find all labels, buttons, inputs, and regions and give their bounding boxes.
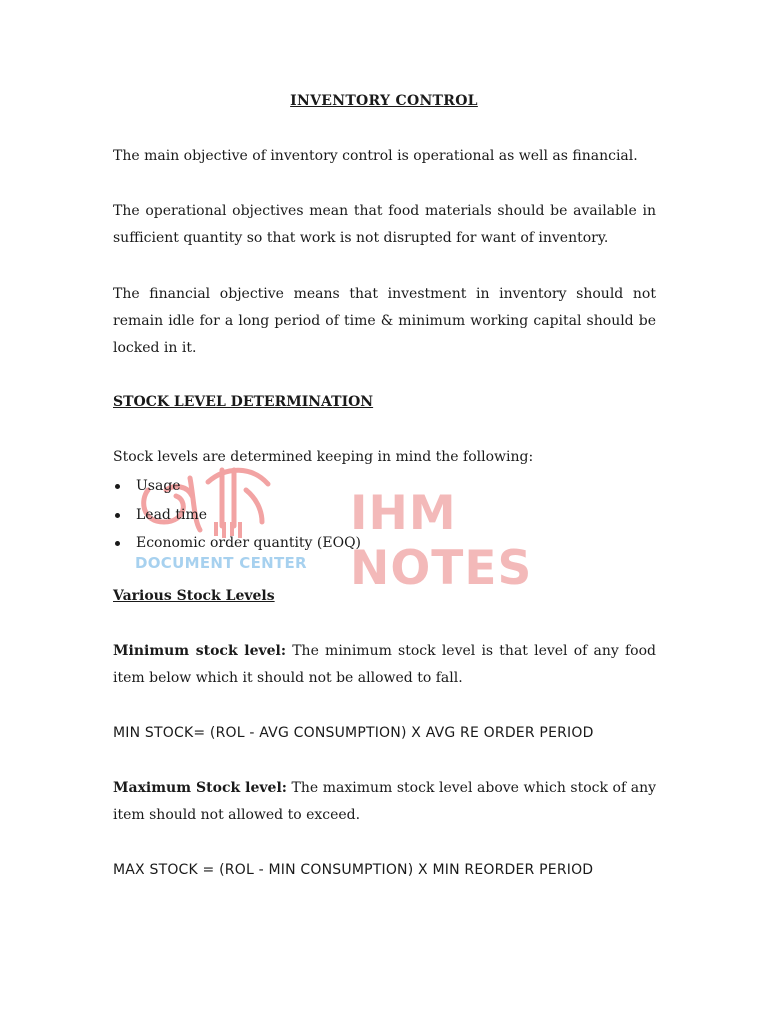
watermark-subtext: DOCUMENT CENTER <box>135 554 307 572</box>
operational-paragraph: The operational objectives mean that food materials should be available in sufficient quantity so that work is not disrupted for want of inventory. <box>113 203 656 246</box>
maximum-stock-text: The maximum stock level above which stock of any item should not allowed to exceed. <box>113 780 657 823</box>
minimum-stock-paragraph <box>113 638 656 692</box>
maximum-stock-label: Maximum Stock level: <box>113 780 287 796</box>
maximum-stock-paragraph <box>113 775 656 829</box>
financial-paragraph: The financial objective means that investment in inventory should not remain idle for a long period of time & minimum working capital should be locked in it. <box>113 286 656 356</box>
bullet-list <box>113 472 613 558</box>
document-title: INVENTORY CONTROL <box>290 93 478 109</box>
various-stock-levels-heading: Various Stock Levels <box>113 588 275 604</box>
stock-intro-paragraph: Stock levels are determined keeping in mind the following: <box>113 449 534 465</box>
min-stock-formula: MIN STOCK= (ROL - AVG CONSUMPTION) X AVG RE ORDER PERIOD <box>113 725 594 741</box>
minimum-stock-label: Minimum stock level: <box>113 643 287 659</box>
stock-level-heading: STOCK LEVEL DETERMINATION <box>113 394 374 410</box>
list-item: Lead time <box>113 501 613 530</box>
watermark-text: IHM NOTES <box>350 486 533 596</box>
max-stock-formula: MAX STOCK = (ROL - MIN CONSUMPTION) X MIN REORDER PERIOD <box>113 862 594 878</box>
list-item: Usage <box>113 472 613 501</box>
list-item: Economic order quantity (EOQ) <box>113 529 613 558</box>
intro-paragraph: The main objective of inventory control is operational as well as financial. <box>113 148 638 164</box>
minimum-stock-text: The minimum stock level is that level of any food item below which it should not be allowed to fall. <box>113 643 656 686</box>
